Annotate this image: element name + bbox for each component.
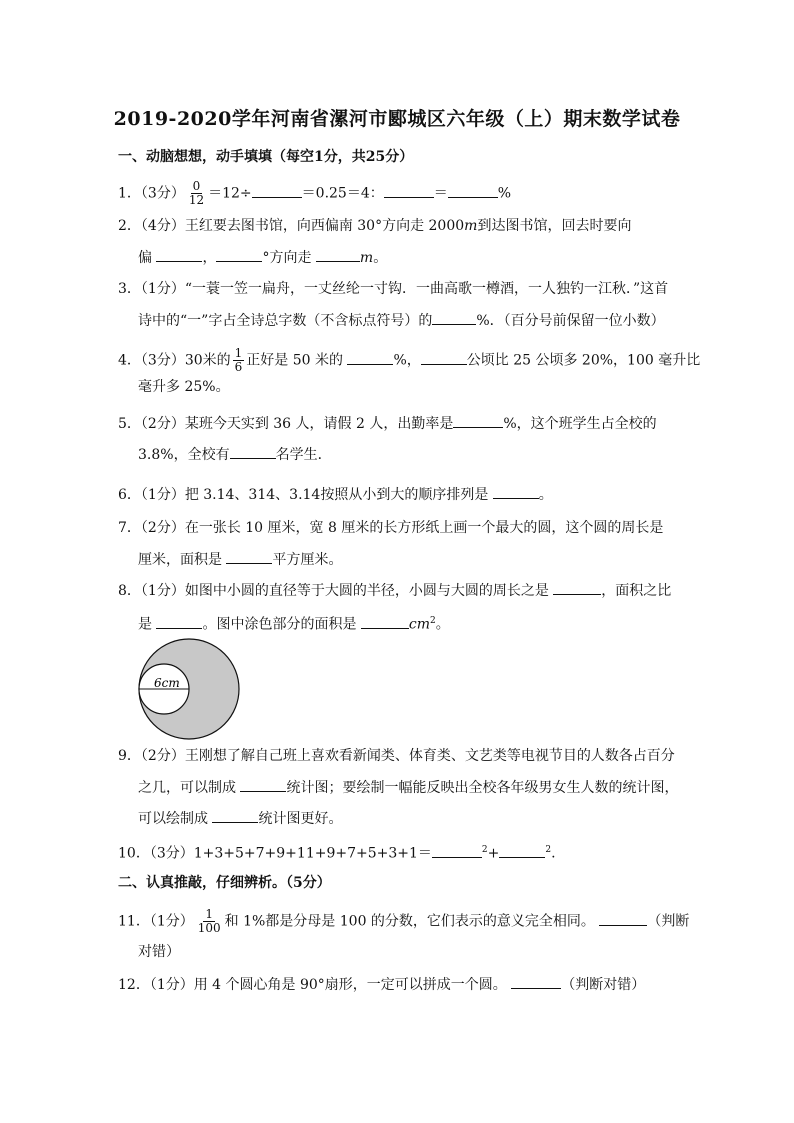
question-10: 10．（3分）1+3+5+7+9+11+9+7+5+3+1＝ $^2$+ $^2$. [118,840,556,864]
answer-blank[interactable] [226,549,272,564]
question-12: 12．（1分）用 4 个圆心角是 90°扇形，一定可以拼成一个圆。 （判断对错） [118,974,645,995]
question-2: 2．（4分）王红要去图书馆，向西偏南 30°方向走 2000m到达图书馆，回去时要向 [118,218,632,234]
answer-blank[interactable] [553,580,601,595]
answer-blank[interactable] [316,247,360,262]
section-1-heading: 一、动脑想想，动手填填（每空1分，共25分） [118,149,414,165]
answer-blank[interactable] [216,247,262,262]
question-9: 9．（2分）王刚想了解自己班上喜欢看新闻类、体育类、文艺类等电视节目的人数各占百分 [118,748,675,764]
answer-blank[interactable] [453,413,503,428]
question-9-line-2: 之几，可以制成 统计图；要绘制一幅能反映出全校各年级男女生人数的统计图， [138,777,678,798]
answer-blank[interactable] [347,350,393,365]
question-7: 7．（2分）在一张长 10 厘米，宽 8 厘米的长方形纸上画一个最大的圆，这个圆的周长是 [118,520,664,536]
answer-blank[interactable] [499,843,545,858]
answer-blank[interactable] [230,444,276,459]
answer-blank[interactable] [432,310,476,325]
question-9-line-3: 可以绘制成 统计图更好。 [138,808,342,829]
question-8-line-2: 是 。图中涂色部分的面积是 $cm^2$。 [138,611,450,635]
answer-blank[interactable] [599,911,647,926]
question-3-line-2: 诗中的“一”字占全诗总字数（不含标点符号）的 %．（百分号前保留一位小数） [138,310,665,331]
answer-blank[interactable] [240,777,286,792]
question-5: 5．（2分）某班今天实到 36 人，请假 2 人，出勤率是 %，这个班学生占全校的 [118,413,657,434]
answer-blank[interactable] [212,808,258,823]
fraction: $\frac{1}{100}$ [197,907,221,935]
answer-blank[interactable] [384,183,434,198]
answer-blank[interactable] [432,843,482,858]
question-2-line-2: 偏 ， °方向走 m。 [138,247,387,268]
answer-blank[interactable] [421,350,467,365]
question-7-line-2: 厘米，面积是 平方厘米。 [138,549,342,570]
question-4-line-2: 毫升多 25%。 [138,379,230,395]
question-1: 1．（3分） $\frac{0}{12}$ ＝12÷ ＝0.25＝4： ＝ % [118,179,512,207]
answer-blank[interactable] [252,183,302,198]
fraction: $\frac{1}{6}$ [234,346,243,374]
question-11-line-2: 对错） [138,944,180,960]
fraction: $\frac{0}{12}$ [188,179,205,207]
question-6: 6．（1分）把 3.14、314、3.14按照从小到大的顺序排列是 。 [118,484,553,505]
question-5-line-2: 3.8%，全校有 名学生． [138,444,332,465]
figure-label: 6cm [154,676,180,690]
answer-blank[interactable] [156,247,202,262]
answer-blank[interactable] [493,484,539,499]
question-11: 11．（1分） $\frac{1}{100}$ 和 1%都是分母是 100 的分数，它们表示的意义完全相同。 （判断 [118,907,690,935]
question-3: 3．（1分）“一蓑一笠一扁舟，一丈丝纶一寸钩．一曲高歌一樽酒，一人独钓一江秋．”这首 [118,281,669,297]
answer-blank[interactable] [448,183,498,198]
answer-blank[interactable] [156,614,202,629]
section-2-heading: 二、认真推敲，仔细辨析。（5分） [118,875,331,891]
page-title: 2019-2020学年河南省漯河市郾城区六年级（上）期末数学试卷 [113,108,681,130]
question-4: 4．（3分）30米的 $\frac{1}{6}$ 正好是 50 米的 %， 公顷比 25 公顷多 20%，100 毫升比 [118,346,701,374]
question-8: 8．（1分）如图中小圆的直径等于大圆的半径，小圆与大圆的周长之是 ，面积之比 [118,580,671,601]
circles-figure [136,636,242,742]
answer-blank[interactable] [361,614,409,629]
answer-blank[interactable] [511,974,561,989]
